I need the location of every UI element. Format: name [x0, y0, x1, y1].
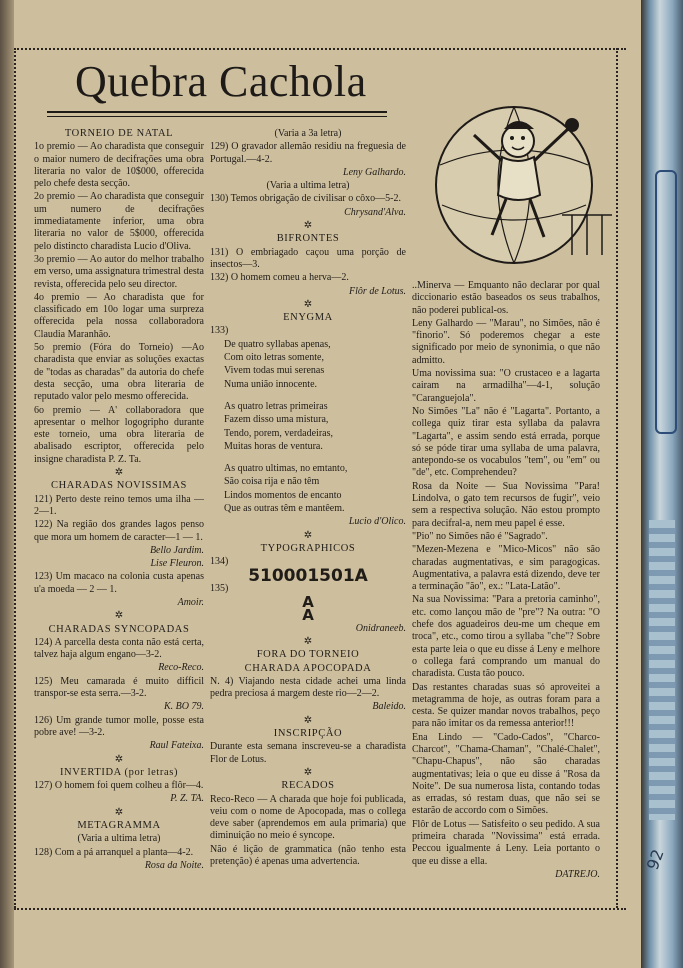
divider-star: ✲	[303, 766, 313, 778]
divider-star: ✲	[303, 714, 313, 726]
divider-star: ✲	[114, 806, 124, 818]
paragraph: 132) O homem comeu a herva—2.	[210, 272, 349, 284]
paragraph: 2o premio — Ao charadista que conseguir um numero de decifrações immediatamente inferior, uma obra literaria no valor de 5$000, offerecida pelo distincto charadista Lucio d'Oliva.	[34, 191, 204, 252]
paragraph: 126) Um grande tumor molle, posse esta pobre ave! —3-2.	[34, 714, 204, 738]
divider-star: ✲	[303, 220, 313, 232]
verse-line: Fazem disso uma mistura,	[224, 414, 329, 426]
verse-line: As quatro letras primeiras	[224, 400, 328, 412]
author-signature: Amoir.	[177, 596, 204, 608]
paragraph: 124) A parcella desta conta não está certa, talvez haja algum engano—3-2.	[34, 636, 204, 661]
author-signature: Flôr de Lotus.	[349, 285, 406, 297]
section-heading: INVERTIDA (por letras)	[59, 766, 179, 778]
paragraph: 123) Um macaco na colonia custa apenas u'a moeda — 2 — 1.	[34, 571, 204, 595]
paragraph: Não é lição de grammatica (não tenho esta pretenção) é apenas uma advertencia.	[210, 843, 406, 868]
centered-note: (Varia a ultima letra)	[77, 833, 161, 845]
paragraph: 129) O gravador allemão residiu na freguesia de Portugal.—4-2.	[210, 141, 406, 165]
verse-line: Lindos momentos de encanto	[224, 489, 342, 501]
paragraph: 1o premio — Ao charadista que conseguir o maior numero de decifrações uma obra literaria no valor de 10$000, offerecida pelo chefe desta secção.	[34, 141, 204, 190]
adjacent-page-fragment: 92	[642, 846, 668, 873]
paragraph: 131) O embriagado caçou uma porção de insectos—3.	[210, 246, 406, 270]
section-heading: METAGRAMMA	[77, 820, 161, 832]
author-signature: Bello Jardim.	[149, 544, 204, 556]
verse-line: São coisa rija e não têm	[224, 476, 320, 488]
author-signature: Baleido.	[372, 701, 406, 713]
paragraph: 5o premio (Fóra do Torneio) —Ao charadista que enviar as soluções exactas de "todas as charadas" da autoria do chefe desta secção, uma obra literaria de reputado valor pelo mesmo offerecida.	[34, 342, 204, 403]
section-heading: CHARADAS SYNCOPADAS	[48, 623, 190, 635]
column-middle	[210, 128, 406, 869]
author-signature: P. Z. TA.	[170, 793, 204, 805]
author-signature: Leny Galhardo.	[343, 166, 406, 178]
title-rule-thin	[47, 116, 387, 117]
paragraph: 130) Temos obrigação de civilisar o côxo—5-2.	[210, 193, 402, 205]
paragraph: Rosa da Noite — Sua Novissima "Para! Lindolva, o gato tem recursos de fugir", veio sem a respectiva solução. Não estou prompto para decifral-a, nem meu papel é esse.	[412, 480, 600, 529]
section-heading: TORNEIO DE NATAL	[64, 128, 174, 139]
paragraph: Ena Lindo — "Cado-Cados", "Charco-Charcot", "Chama-Chaman", "Chalé-Chalet", "Chapu-Chapus", não são charadas augmentativas; leia o que eu disse á "Rosa da Noite". De sua numerosa lista, contando todas as erradas, só restam duas, que não sei se estarão de accordo com o Simões.	[412, 731, 600, 817]
divider-star: ✲	[114, 610, 124, 622]
divider-star: ✲	[303, 298, 313, 310]
author-signature: DATREJO.	[555, 868, 600, 880]
paragraph: 135)	[210, 582, 229, 594]
paragraph: ..Minerva — Emquanto não declarar por qual diccionario estão baseados os seus trabalhos, não poderei publical-os.	[412, 280, 600, 316]
paragraph: N. 4) Viajando nesta cidade achei uma linda pedra preciosa á margem deste rio—2—2.	[210, 675, 406, 700]
section-heading: TYPOGRAPHICOS	[260, 542, 356, 554]
divider-star: ✲	[303, 529, 313, 541]
paragraph: 127) O homem foi quem colheu a flôr—4.	[34, 780, 204, 792]
section-heading: CHARADA APOCOPADA	[244, 662, 372, 674]
paragraph: Uma novissima sua: "O crustaceo e a lagarta cairam na armadilha"—4-1, solução "Caranguejola".	[412, 368, 600, 404]
paragraph: No Simões "La" não é "Lagarta". Portanto, a collega quiz tirar esta syllaba da palavra "Lagarta", e assim sendo está errada, porque só se póde tirar uma syllaba de uma palavra, antepondo-se os vocabulos "tem", ou "em" ou "de", etc. Comprehendeu?	[412, 405, 600, 479]
verse-line: Muitas horas de ventura.	[224, 440, 323, 452]
section-heading: BIFRONTES	[276, 233, 340, 245]
verse-line: As quatro ultimas, no emtanto,	[224, 463, 348, 475]
verse-line: Vivem todas mui serenas	[224, 365, 325, 377]
section-heading: INSCRIPÇÃO	[273, 728, 343, 740]
top-dotted-border	[14, 48, 626, 50]
adjacent-page-strip	[641, 0, 683, 968]
column-right	[412, 280, 600, 882]
author-signature: Chrysand'Alva.	[344, 206, 406, 218]
verse-line: Tendo, porem, verdadeiras,	[224, 427, 333, 439]
paragraph: Leny Galhardo — "Marau", no Simões, não é "finorio". Só poderemos chegar a este significado por meio de synonimia, o que não admitto.	[412, 317, 600, 366]
paragraph: Reco-Reco — A charada que hoje foi publicada, veiu com o nome de Apocopada, mas o collega deve saber (aprendemos em aula primaria) que diminuição no meio é syncope.	[210, 793, 406, 842]
author-signature: Raul Fateixa.	[149, 740, 204, 752]
verse-line: Que as outras têm e mantêem.	[224, 503, 345, 515]
centered-note: (Varia a 3a letra)	[274, 128, 342, 139]
paragraph: Durante esta semana inscreveu-se a charadista Flor de Lotus.	[210, 741, 406, 765]
adjacent-page-figure	[655, 170, 677, 434]
section-heading: RECADOS	[281, 780, 335, 792]
verse-line: Com oito letras somente,	[224, 352, 324, 364]
typographic-letter: A	[302, 606, 314, 625]
paragraph: "Pio" no Simões não é "Sagrado".	[412, 530, 548, 542]
author-signature: Lise Fleuron.	[150, 558, 204, 570]
paragraph: 4o premio — Ao charadista que for classificado em 10o logar uma surpreza offerecida pela nossa collaboradora Claudia Maranhão.	[34, 291, 204, 340]
author-signature: Reco-Reco.	[158, 662, 204, 674]
page-title: Quebra Cachola	[75, 57, 367, 106]
divider-star: ✲	[114, 753, 124, 765]
paragraph: Das restantes charadas suas só aproveitei a metagramma de hoje, as outras foram para a cesta. Se quizer mandar novos trabalhos, peço para não imitar os da remessa anterior!!!	[412, 681, 600, 730]
author-signature: Rosa da Noite.	[144, 859, 204, 871]
paragraph: 6o premio — A' collaboradora que apresentar o melhor logogripho durante este torneio, uma obra literaria de abalisado escriptor, offerecida pelo insigne charadista P. Z. Ta.	[34, 404, 204, 465]
verse-line: Numa união innocente.	[224, 378, 318, 390]
bottom-dotted-border	[14, 908, 626, 910]
paragraph: "Mezen-Mezena e "Mico-Micos" não são charadas augmentativas, e sim paragogicas. Augmentativa, a palavra está dizendo, deve ter a terminação "ão", ex.: "Lata-Latão".	[412, 544, 600, 593]
typographic-letter: A	[302, 593, 314, 612]
section-heading: CHARADAS NOVISSIMAS	[51, 480, 187, 492]
verse-line: De quatro syllabas apenas,	[224, 338, 331, 350]
adjacent-page-pattern	[649, 520, 675, 820]
paragraph: 121) Perto deste reino temos uma ilha — 2—1.	[34, 493, 204, 517]
stanza-gap	[210, 392, 406, 400]
section-heading: ENYGMA	[283, 312, 333, 324]
author-signature: Onidraneeb.	[355, 622, 406, 634]
stanza-gap	[210, 454, 406, 462]
cartoon-illustration	[422, 95, 622, 273]
left-dotted-border	[14, 48, 16, 908]
paragraph: Flôr de Lotus — Satisfeito o seu pedido. A sua primeira charada "Novissima" está errada. Peccou igualmente á Leny. Leia portanto o que eu disse a ella.	[412, 818, 600, 867]
divider-star: ✲	[303, 635, 313, 647]
column-left	[34, 128, 204, 873]
paragraph: 134)	[210, 556, 229, 568]
section-heading: FORA DO TORNEIO	[256, 649, 360, 661]
paragraph: 125) Meu camarada é muito difficil transpor-se esta serra.—3-2.	[34, 675, 204, 700]
title-rule	[47, 111, 387, 113]
page-left-edge	[0, 0, 14, 968]
paragraph: Na sua Novissima: "Para a pretoria caminho", etc. como lançou mão de "pre"? Na outra: "O chefe dos aguadeiros deu-me um cheque em troca", etc., como tirou a syllaba "che"? Sobre esta parte leia o que eu disse á Leny e melhore o collega fará comprando um manual do charadista. Custa tão pouco.	[412, 594, 600, 680]
paragraph: 133)	[210, 325, 229, 337]
centered-note: (Varia a ultima letra)	[266, 180, 350, 192]
paragraph: 3o premio — Ao autor do melhor trabalho em verso, uma assignatura trimestral desta revista, offerecida pelo seu director.	[34, 253, 204, 290]
paragraph: 128) Com a pá arranquel a planta—4-2.	[34, 846, 194, 858]
paragraph: 122) Na região dos grandes lagos penso que mora um homem de caracter—1 — 1.	[34, 519, 204, 543]
divider-star: ✲	[114, 467, 124, 479]
typographic-puzzle: 510001501A	[248, 565, 368, 586]
author-signature: Lucio d'Olico.	[348, 516, 406, 528]
author-signature: K. BO 79.	[164, 701, 204, 713]
